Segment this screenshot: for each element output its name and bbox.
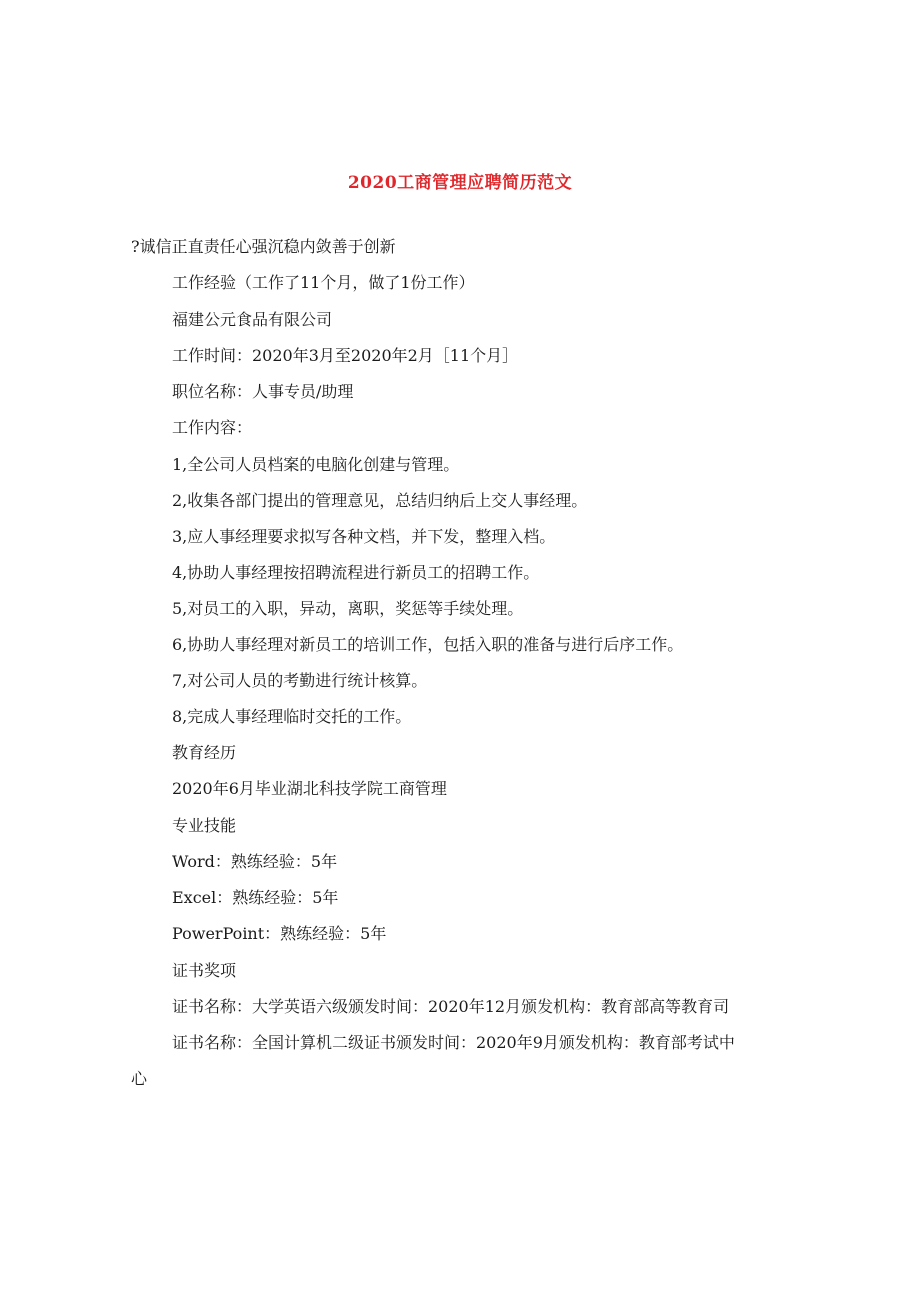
- duty-item: 5,对员工的入职，异动，离职，奖惩等手续处理。: [172, 599, 524, 618]
- duty-item: 1,全公司人员档案的电脑化创建与管理。: [172, 455, 460, 474]
- skill-item: Word：熟练经验：5年: [172, 852, 338, 871]
- work-period: 工作时间：2020年3月至2020年2月［11个月］: [172, 346, 519, 365]
- duty-item: 8,完成人事经理临时交托的工作。: [172, 707, 412, 726]
- certificate-item: 证书名称：全国计算机二级证书颁发时间：2020年9月颁发机构：教育部考试中: [172, 1033, 735, 1052]
- work-experience-heading: 工作经验（工作了11个月，做了1份工作）: [172, 273, 475, 292]
- skills-heading: 专业技能: [172, 816, 237, 835]
- duty-item: 4,协助人事经理按招聘流程进行新员工的招聘工作。: [172, 563, 540, 582]
- duty-item: 7,对公司人员的考勤进行统计核算。: [172, 671, 428, 690]
- work-content-heading: 工作内容：: [172, 418, 253, 437]
- document-title: 2020工商管理应聘简历范文: [347, 173, 573, 193]
- education-heading: 教育经历: [172, 743, 237, 762]
- position-title: 职位名称：人事专员/助理: [172, 382, 354, 401]
- duty-item: 3,应人事经理要求拟写各种文档，并下发，整理入档。: [172, 527, 556, 546]
- skill-item: PowerPoint：熟练经验：5年: [172, 924, 387, 943]
- skill-item: Excel：熟练经验：5年: [172, 888, 339, 907]
- certificate-item: 证书名称：大学英语六级颁发时间：2020年12月颁发机构：教育部高等教育司: [172, 997, 730, 1016]
- motto-line: ?诚信正直责任心强沉稳内敛善于创新: [131, 237, 396, 256]
- certificates-heading: 证书奖项: [172, 961, 237, 980]
- certificate-wrap-text: 心: [131, 1069, 148, 1088]
- company-name: 福建公元食品有限公司: [172, 310, 333, 329]
- duty-item: 6,协助人事经理对新员工的培训工作，包括入职的准备与进行后序工作。: [172, 635, 684, 654]
- education-entry: 2020年6月毕业湖北科技学院工商管理: [172, 779, 447, 798]
- duty-item: 2,收集各部门提出的管理意见，总结归纳后上交人事经理。: [172, 491, 588, 510]
